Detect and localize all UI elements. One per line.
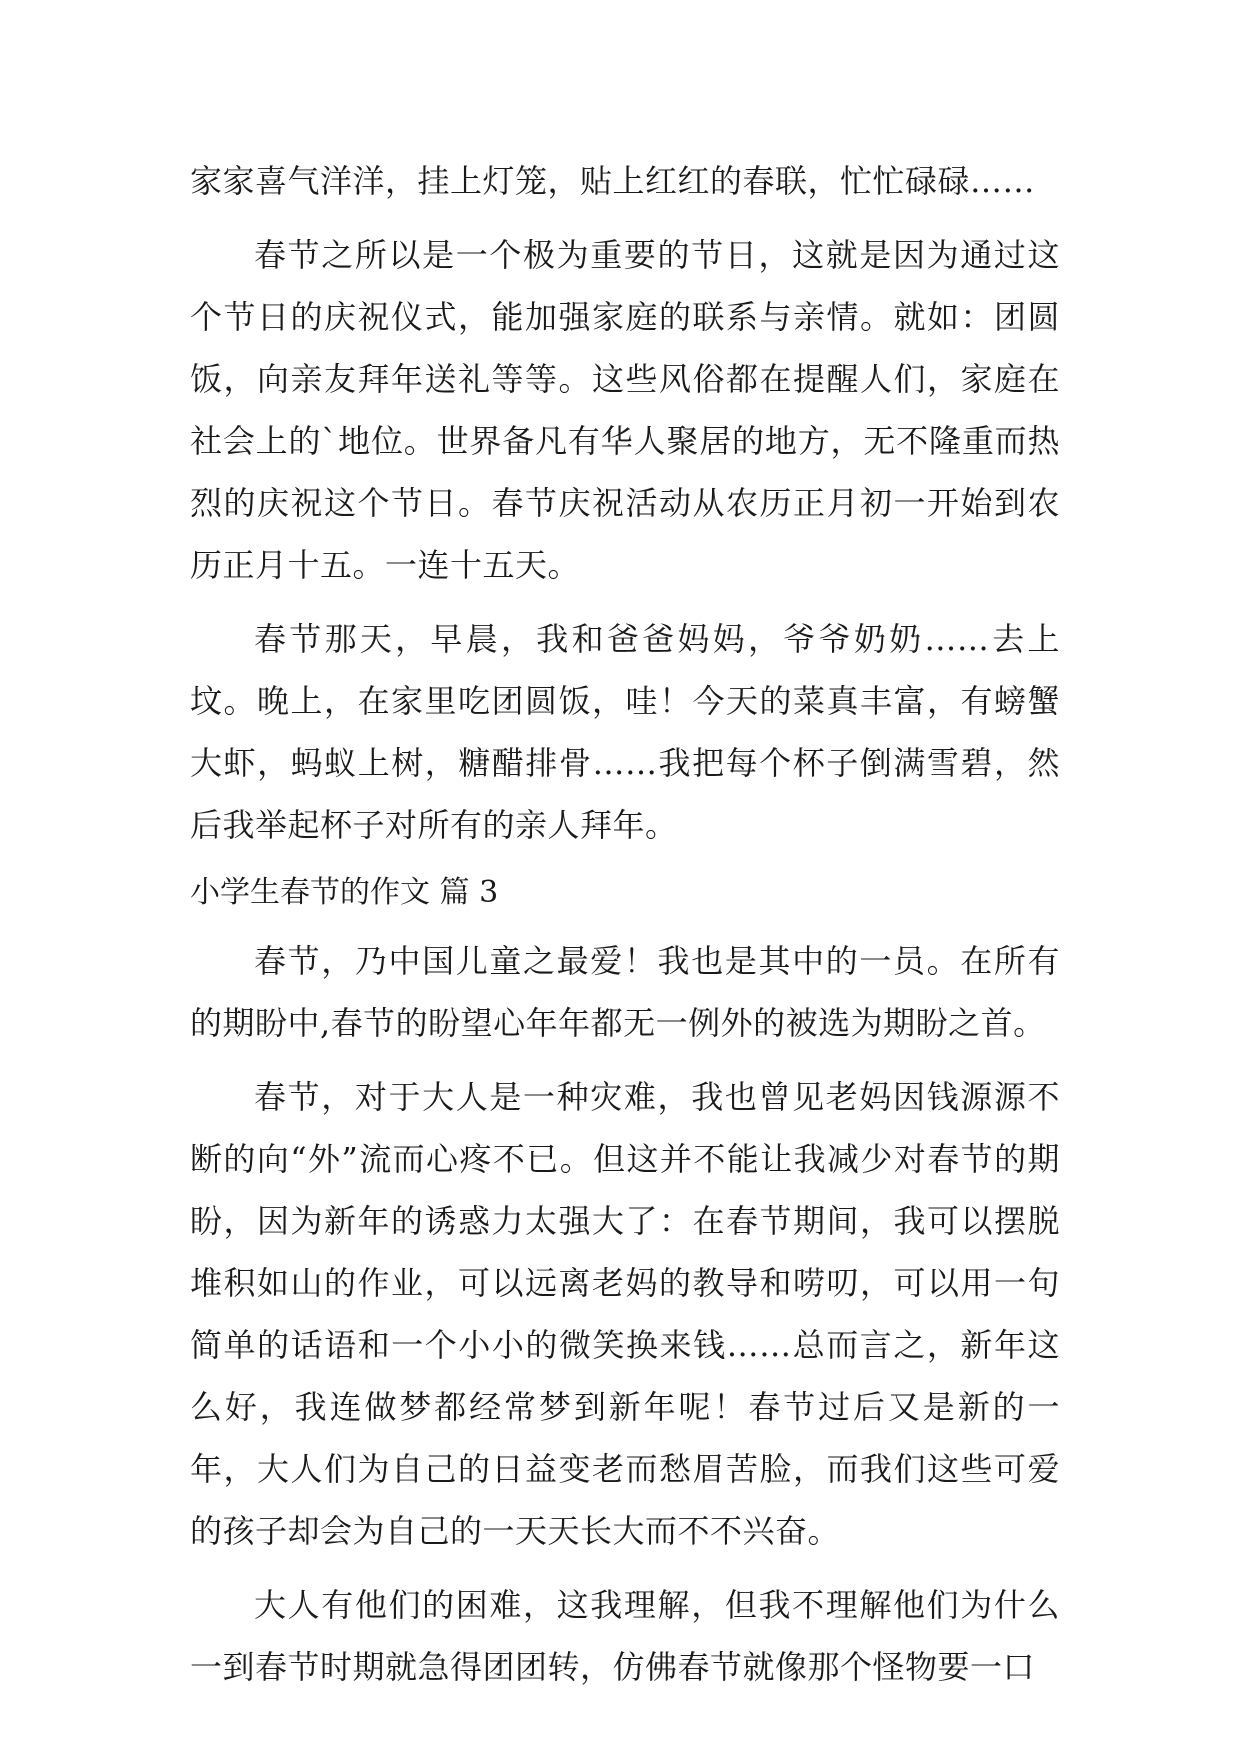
document-body xyxy=(190,150,1060,1698)
paragraph-5: 春节，对于大人是一种灾难，我也曾见老妈因钱源源不断的向“外”流而心疼不已。但这并不能让我减少对春节的期盼，因为新年的诱惑力太强大了：在春节期间，我可以摆脱堆积如山的作业，可以远离老妈的教导和唠叨，可以用一句简单的话语和一个小小的微笑换来钱……总而言之，新年这么好，我连做梦都经常梦到新年呢！春节过后又是新的一年，大人们为自己的日益变老而愁眉苦脸，而我们这些可爱的孩子却会为自己的一天天长大而不不兴奋。 xyxy=(190,1078,1060,1550)
paragraph-6: 大人有他们的困难，这我理解，但我不理解他们为什么一到春节时期就急得团团转，仿佛春节就像那个怪物要一口 xyxy=(190,1586,1060,1686)
paragraph-3: 春节那天，早晨，我和爸爸妈妈，爷爷奶奶……去上坟。晚上，在家里吃团圆饭，哇！今天的菜真丰富，有螃蟹大虾，蚂蚁上树，糖醋排骨……我把每个杯子倒满雪碧，然后我举起杯子对所有的亲人拜年。 xyxy=(190,620,1060,844)
paragraph-2: 春节之所以是一个极为重要的节日，这就是因为通过这个节日的庆祝仪式，能加强家庭的联系与亲情。就如：团圆饭，向亲友拜年送礼等等。这些风俗都在提醒人们，家庭在社会上的`地位。世界备凡有华人聚居的地方，无不隆重而热烈的庆祝这个节日。春节庆祝活动从农历正月初一开始到农历正月十五。一连十五天。 xyxy=(190,236,1060,584)
paragraph-4: 春节，乃中国儿童之最爱！我也是其中的一员。在所有的期盼中,春节的盼望心年年都无一例外的被选为期盼之首。 xyxy=(190,942,1060,1042)
section-heading: 小学生春节的作文 篇 3 xyxy=(190,875,499,910)
paragraph-1: 家家喜气洋洋，挂上灯笼，贴上红红的春联，忙忙碌碌…… xyxy=(190,162,1036,200)
